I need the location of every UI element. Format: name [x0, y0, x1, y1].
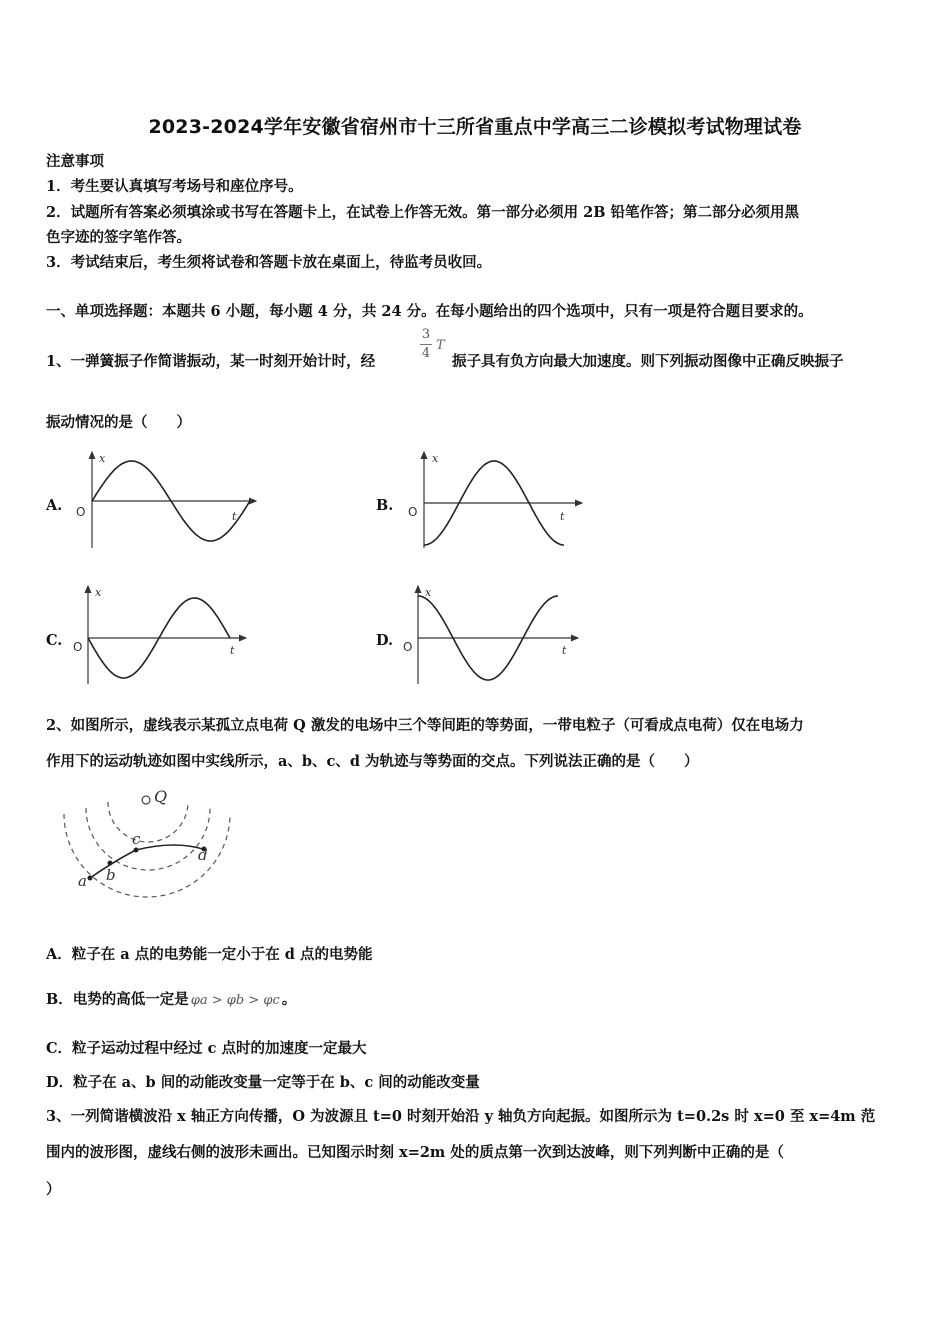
- q1-fraction: [420, 326, 445, 363]
- q1-option-b-label: B.: [376, 497, 394, 514]
- q2-option-b-prefix: B．电势的高低一定是: [46, 991, 189, 1008]
- q1-option-d-graph: [400, 582, 590, 686]
- q1-prefix: 1、一弹簧振子作简谐振动，某一时刻开始计时，经: [46, 353, 376, 370]
- q1-option-c-graph: [70, 582, 260, 686]
- notice-heading: 注意事项: [46, 153, 104, 170]
- q2-line1: 2、如图所示，虚线表示某孤立点电荷 Q 激发的电场中三个等间距的等势面，一带电粒子（可看成点电荷）仅在电场力: [46, 717, 804, 734]
- q1-d-y-label: x: [425, 586, 432, 599]
- q2-option-d: D．粒子在 a、b 间的动能改变量一定等于在 b、c 间的动能改变量: [46, 1074, 480, 1091]
- q1-fraction-numerator: 3: [421, 327, 431, 342]
- q1-c-y-label: x: [95, 586, 102, 599]
- q2-option-b-suffix: 。: [281, 991, 297, 1008]
- q2-point-a-label: a: [78, 872, 87, 890]
- q2-equipotential-middle: [86, 808, 210, 870]
- q1-option-a-label: A.: [46, 497, 63, 514]
- q1-suffix: 振子具有负方向最大加速度。则下列振动图像中正确反映振子: [452, 353, 844, 370]
- q2-line2: 作用下的运动轨迹如图中实线所示，a、b、c、d 为轨迹与等势面的交点。下列说法正确的是（ ）: [46, 753, 699, 770]
- q2-point-c-label: c: [132, 830, 141, 848]
- q1-fraction-var: T: [436, 338, 445, 353]
- notice-item-2-cont: 色字迹的签字笔作答。: [46, 229, 191, 246]
- q1-option-b-graph: [404, 448, 594, 550]
- q3-line1: 3、一列简谐横波沿 x 轴正方向传播，O 为波源且 t=0 时刻开始沿 y 轴负方向起振。如图所示为 t=0.2s 时 x=0 至 x=4m 范: [46, 1108, 876, 1125]
- q2-option-c: C．粒子运动过程中经过 c 点时的加速度一定最大: [46, 1040, 367, 1057]
- q3-line3: ）: [46, 1181, 61, 1198]
- q2-equipotential-inner: [108, 802, 188, 842]
- q2-option-b-formula: φa > φb > φc: [190, 993, 280, 1008]
- q1-d-x-label: t: [562, 644, 567, 657]
- notice-item-3: 3．考试结束后，考生须将试卷和答题卡放在桌面上，待监考员收回。: [46, 254, 492, 271]
- q1-c-origin: O: [73, 640, 83, 654]
- q1-b-origin: O: [408, 505, 418, 519]
- q2-point-b-dot: [108, 861, 113, 866]
- q1-a-origin: O: [76, 505, 86, 519]
- q2-option-a: A．粒子在 a 点的电势能一定小于在 d 点的电势能: [46, 946, 373, 963]
- q1-c-x-label: t: [230, 644, 235, 657]
- q1-a-x-label: t: [232, 510, 237, 523]
- q2-charge-label: Q: [154, 787, 168, 806]
- q1-line2: 振动情况的是（ ）: [46, 414, 191, 431]
- page-title: 2023-2024学年安徽省宿州市十三所省重点中学高三二诊模拟考试物理试卷: [148, 116, 802, 138]
- q1-option-c-label: C.: [46, 632, 63, 649]
- q1-b-x-label: t: [560, 510, 565, 523]
- q2-figure: [56, 784, 256, 906]
- notice-item-2: 2．试题所有答案必须填涂或书写在答题卡上，在试卷上作答无效。第一部分必须用 2B 铅笔作答；第二部分必须用黑: [46, 204, 800, 221]
- q1-a-y-label: x: [99, 452, 106, 465]
- q2-charge-marker: [142, 796, 150, 804]
- q1-fraction-denominator: 4: [421, 346, 431, 361]
- q1-b-y-label: x: [432, 452, 439, 465]
- q1-option-a-graph: [70, 448, 260, 550]
- q2-option-b: [46, 990, 296, 1011]
- section-1-heading: 一、单项选择题：本题共 6 小题，每小题 4 分，共 24 分。在每小题给出的四个选项中，只有一项是符合题目要求的。: [46, 303, 813, 320]
- q2-point-c-dot: [134, 848, 139, 853]
- q3-line2: 围内的波形图，虚线右侧的波形未画出。已知图示时刻 x=2m 处的质点第一次到达波峰，则下列判断中正确的是（: [46, 1144, 784, 1161]
- q2-point-a-dot: [88, 876, 93, 881]
- q2-point-d-label: d: [198, 846, 208, 864]
- q2-point-b-label: b: [106, 866, 116, 884]
- q1-d-origin: O: [403, 640, 413, 654]
- q1-option-d-label: D.: [376, 632, 394, 649]
- notice-item-1: 1．考生要认真填写考场号和座位序号。: [46, 178, 303, 195]
